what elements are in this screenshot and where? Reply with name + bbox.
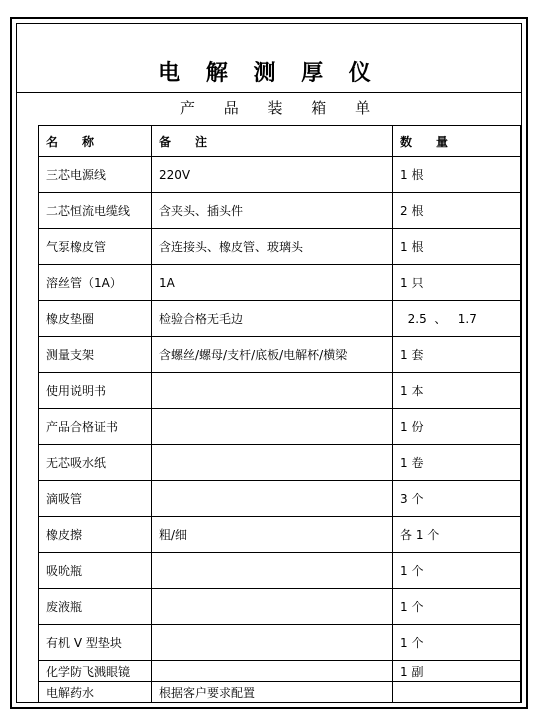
cell-note: 1A bbox=[152, 265, 393, 301]
cell-quantity: 1 卷 bbox=[393, 445, 521, 481]
table-header-row bbox=[39, 126, 521, 157]
cell-quantity: 1 副 bbox=[393, 661, 521, 682]
cell-name: 有机 V 型垫块 bbox=[39, 625, 152, 661]
cell-note: 含夹头、插头件 bbox=[152, 193, 393, 229]
table-row bbox=[39, 193, 521, 229]
table-row bbox=[39, 157, 521, 193]
cell-quantity: 1 根 bbox=[393, 157, 521, 193]
cell-name: 电解药水 bbox=[39, 682, 152, 703]
header-quantity: 数 量 bbox=[393, 126, 521, 157]
cell-name: 滴吸管 bbox=[39, 481, 152, 517]
table-row bbox=[39, 301, 521, 337]
table-row bbox=[39, 445, 521, 481]
cell-name: 化学防飞溅眼镜 bbox=[39, 661, 152, 682]
table-row bbox=[39, 337, 521, 373]
cell-note: 检验合格无毛边 bbox=[152, 301, 393, 337]
table-row bbox=[39, 661, 521, 682]
cell-note: 220V bbox=[152, 157, 393, 193]
cell-name: 二芯恒流电缆线 bbox=[39, 193, 152, 229]
cell-quantity: 1 个 bbox=[393, 625, 521, 661]
cell-note bbox=[152, 445, 393, 481]
cell-name: 吸吮瓶 bbox=[39, 553, 152, 589]
document-subtitle: 产 品 装 箱 单 bbox=[180, 99, 383, 117]
cell-quantity: 2 根 bbox=[393, 193, 521, 229]
cell-note bbox=[152, 373, 393, 409]
cell-quantity: 各 1 个 bbox=[393, 517, 521, 553]
table-row bbox=[39, 481, 521, 517]
cell-quantity: 1 只 bbox=[393, 265, 521, 301]
cell-note bbox=[152, 409, 393, 445]
cell-quantity: 1 根 bbox=[393, 229, 521, 265]
cell-name: 测量支架 bbox=[39, 337, 152, 373]
table-row bbox=[39, 373, 521, 409]
cell-name: 使用说明书 bbox=[39, 373, 152, 409]
cell-quantity: 1 个 bbox=[393, 589, 521, 625]
cell-name: 气泵橡皮管 bbox=[39, 229, 152, 265]
cell-note bbox=[152, 589, 393, 625]
header-note: 备 注 bbox=[152, 126, 393, 157]
packing-list-table bbox=[38, 125, 521, 703]
cell-quantity: 3 个 bbox=[393, 481, 521, 517]
cell-name: 三芯电源线 bbox=[39, 157, 152, 193]
table-row bbox=[39, 409, 521, 445]
cell-note bbox=[152, 625, 393, 661]
cell-quantity: 2.5 、 1.7 bbox=[393, 301, 521, 337]
cell-quantity: 1 套 bbox=[393, 337, 521, 373]
cell-note bbox=[152, 553, 393, 589]
cell-note bbox=[152, 481, 393, 517]
cell-name: 橡皮擦 bbox=[39, 517, 152, 553]
cell-quantity bbox=[393, 682, 521, 703]
cell-note: 含螺丝/螺母/支杆/底板/电解杯/横梁 bbox=[152, 337, 393, 373]
cell-name: 橡皮垫圈 bbox=[39, 301, 152, 337]
table-row bbox=[39, 682, 521, 703]
table-row bbox=[39, 553, 521, 589]
cell-note: 含连接头、橡皮管、玻璃头 bbox=[152, 229, 393, 265]
cell-quantity: 1 个 bbox=[393, 553, 521, 589]
table-row bbox=[39, 589, 521, 625]
cell-name: 无芯吸水纸 bbox=[39, 445, 152, 481]
table-row bbox=[39, 229, 521, 265]
cell-name: 产品合格证书 bbox=[39, 409, 152, 445]
cell-name: 废液瓶 bbox=[39, 589, 152, 625]
cell-note bbox=[152, 661, 393, 682]
title-divider bbox=[17, 92, 521, 93]
table-row bbox=[39, 517, 521, 553]
cell-name: 溶丝管（1A） bbox=[39, 265, 152, 301]
cell-note: 粗/细 bbox=[152, 517, 393, 553]
cell-quantity: 1 本 bbox=[393, 373, 521, 409]
header-name: 名 称 bbox=[39, 126, 152, 157]
document-title: 电 解 测 厚 仪 bbox=[158, 60, 380, 86]
cell-quantity: 1 份 bbox=[393, 409, 521, 445]
table-row bbox=[39, 625, 521, 661]
table-row bbox=[39, 265, 521, 301]
cell-note: 根据客户要求配置 bbox=[152, 682, 393, 703]
